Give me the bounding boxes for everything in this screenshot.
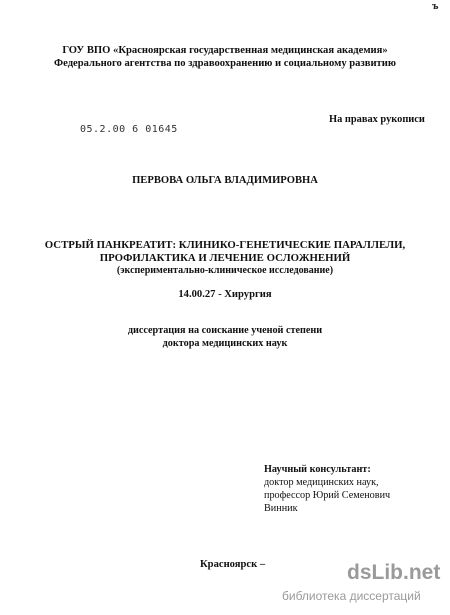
corner-mark: ъ (432, 0, 440, 12)
watermark-caption: библиотека диссертаций (282, 589, 421, 603)
dissertation-title (0, 239, 450, 265)
degree-line-1: диссертация на соискание ученой степени (127, 325, 323, 336)
scientific-consultant (264, 463, 390, 515)
title-subtitle: (экспериментально-клиническое исследование) (116, 265, 334, 276)
institution-line-1: ГОУ ВПО «Красноярская государственная медицинская академия» (62, 45, 388, 56)
consultant-label: Научный консультант: (264, 464, 371, 475)
registration-stamp: 05.2.00 6 01645 (80, 124, 178, 135)
title-line-2: ПРОФИЛАКТИКА И ЛЕЧЕНИЕ ОСЛОЖНЕНИЙ (99, 252, 351, 264)
degree-line-2: доктора медицинских наук (162, 338, 288, 349)
consultant-line-2: профессор Юрий Семенович (264, 490, 391, 501)
specialty: 14.00.27 - Хирургия (178, 289, 272, 300)
rights-note: На правах рукописи (329, 114, 425, 125)
institution-header (0, 44, 450, 70)
consultant-line-1: доктор медицинских наук, (264, 477, 379, 488)
watermark-brand: dsLib.net (347, 561, 441, 584)
degree-statement (0, 324, 450, 350)
title-line-1: ОСТРЫЙ ПАНКРЕАТИТ: КЛИНИКО-ГЕНЕТИЧЕСКИЕ ПАРАЛЛЕЛИ, (44, 239, 406, 251)
consultant-line-3: Винник (264, 503, 298, 514)
author-name: ПЕРВОВА ОЛЬГА ВЛАДИМИРОВНА (132, 175, 318, 186)
city: Красноярск – (200, 559, 266, 570)
institution-line-2: Федерального агентства по здравоохранению и социальному развитию (54, 58, 396, 69)
